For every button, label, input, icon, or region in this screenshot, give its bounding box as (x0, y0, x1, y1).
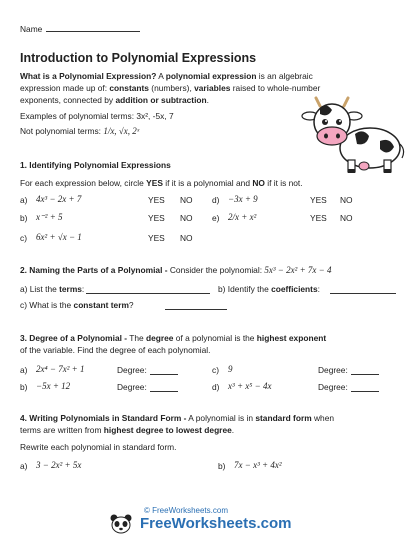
degree-answer-line[interactable] (150, 391, 178, 392)
intro-line-1: What is a Polynomial Expression? A polynomial expression is an algebraic (20, 71, 313, 81)
panda-logo-icon (110, 514, 132, 534)
no-option[interactable]: NO (340, 213, 353, 223)
no-option[interactable]: NO (180, 213, 193, 223)
examples-text: Examples of polynomial terms: 3x², -5x, 7 (20, 111, 174, 121)
yes-option[interactable]: YES (148, 233, 165, 243)
s3-item-expr: 2x⁴ − 7x² + 1 (36, 364, 85, 374)
s1-item-expr: 4x³ − 2x + 7 (36, 194, 82, 204)
s1-item-label: d) (212, 195, 220, 205)
s1-item-label: e) (212, 213, 220, 223)
cow-illustration (300, 96, 406, 176)
s1-item-expr: −3x + 9 (228, 194, 258, 204)
footer-brand: FreeWorksheets.com (140, 515, 292, 532)
degree-answer-line[interactable] (150, 374, 178, 375)
footer-url[interactable]: © FreeWorksheets.com (144, 506, 228, 515)
s1-item-expr: x⁻² + 5 (36, 212, 63, 222)
no-option[interactable]: NO (180, 195, 193, 205)
yes-option[interactable]: YES (148, 195, 165, 205)
degree-answer-line[interactable] (351, 391, 379, 392)
non-examples-text: Not polynomial terms: 1/x, √x, 2ˣ (20, 126, 140, 136)
s3-item-label: b) (20, 382, 28, 392)
page-title: Introduction to Polynomial Expressions (20, 51, 257, 65)
s3-item-label: c) (212, 365, 219, 375)
degree-label: Degree: (117, 382, 147, 392)
section1-heading: 1. Identifying Polynomial Expressions (20, 160, 171, 170)
section4-heading: 4. Writing Polynomials in Standard Form - A polynomial is in standard form when (20, 413, 335, 423)
section4-line2: terms are written from highest degree to lowest degree. (20, 425, 235, 435)
no-option[interactable]: NO (180, 233, 193, 243)
terms-answer-line[interactable] (86, 293, 210, 294)
s3-item-label: a) (20, 365, 28, 375)
s1-item-expr: 6x² + √x − 1 (36, 232, 82, 242)
s1-item-label: c) (20, 233, 27, 243)
s1-item-label: a) (20, 195, 28, 205)
section4-instructions: Rewrite each polynomial in standard form. (20, 442, 177, 452)
s3-item-expr: −5x + 12 (36, 381, 71, 391)
s3-item-expr: 9 (228, 364, 233, 374)
section1-instructions: For each expression below, circle YES if it is a polynomial and NO if it is not. (20, 178, 303, 188)
section3-heading: 3. Degree of a Polynomial - The degree of a polynomial is the highest exponent (20, 333, 327, 343)
coefficients-answer-line[interactable] (330, 293, 396, 294)
s3-item-label: d) (212, 382, 220, 392)
intro-line-2: expression made up of: constants (numbers), variables raised to whole-number (20, 83, 321, 93)
s2-question-a: a) List the terms: (20, 284, 85, 294)
section2-heading: 2. Naming the Parts of a Polynomial - Consider the polynomial: 5x³ − 2x² + 7x − 4 (20, 265, 332, 275)
s4-item-expr: 3 − 2x² + 5x (36, 460, 82, 470)
degree-label: Degree: (318, 365, 348, 375)
name-field[interactable] (46, 31, 140, 32)
no-option[interactable]: NO (340, 195, 353, 205)
constant-answer-line[interactable] (165, 309, 227, 310)
name-label: Name (20, 24, 43, 34)
s2-question-b: b) Identify the coefficients: (218, 284, 320, 294)
s4-item-label: b) (218, 461, 226, 471)
s1-item-expr: 2/x + x² (228, 212, 257, 222)
intro-line-3: exponents, connected by addition or subtraction. (20, 95, 209, 105)
section3-line2: of the variable. Find the degree of each polynomial. (20, 345, 211, 355)
degree-label: Degree: (318, 382, 348, 392)
yes-option[interactable]: YES (310, 213, 327, 223)
s4-item-expr: 7x − x³ + 4x² (234, 460, 282, 470)
s1-item-label: b) (20, 213, 28, 223)
s3-item-expr: x³ + x⁵ − 4x (228, 381, 272, 391)
degree-answer-line[interactable] (351, 374, 379, 375)
s4-item-label: a) (20, 461, 28, 471)
s2-question-c: c) What is the constant term? (20, 300, 134, 310)
degree-label: Degree: (117, 365, 147, 375)
yes-option[interactable]: YES (148, 213, 165, 223)
yes-option[interactable]: YES (310, 195, 327, 205)
